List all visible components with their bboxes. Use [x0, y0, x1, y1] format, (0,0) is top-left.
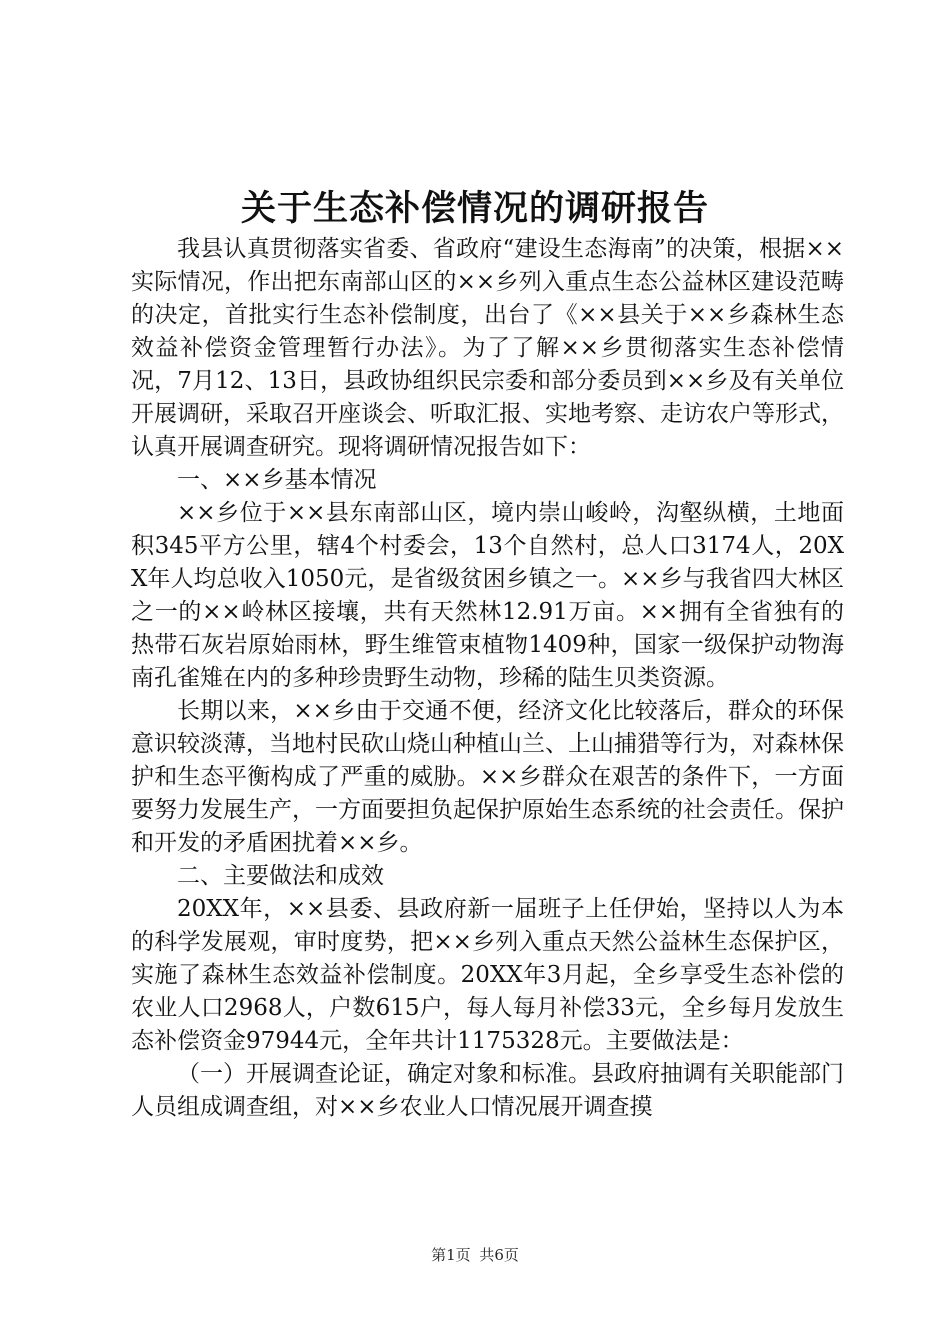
- paragraph-subsection-1: （一）开展调查论证，确定对象和标准。县政府抽调有关职能部门人员组成调查组，对××乡农业人口情况展开调查摸: [131, 1061, 844, 1120]
- paragraph-intro: 我县认真贯彻落实省委、省政府“建设生态海南”的决策，根据××实际情况，作出把东南部山区的××乡列入重点生态公益林区建设范畴的决定，首批实行生态补偿制度，出台了《××县关于××乡森林生态效益补偿资金管理暂行办法》。为了了解××乡贯彻落实生态补偿情况，7月12、13日，县政协组织民宗委和部分委员到××乡及有关单位开展调研，采取召开座谈会、听取汇报、实地考察、走访农户等形式，认真开展调查研究。现将调研情况报告如下：: [131, 236, 844, 460]
- section-heading-1: 一、××乡基本情况: [177, 467, 377, 493]
- document-title: 关于生态补偿情况的调研报告: [240, 189, 709, 229]
- section-heading-2: 二、主要做法和成效: [177, 863, 384, 889]
- page-footer: [0, 1245, 950, 1265]
- page-number: 第1页: [431, 1246, 471, 1264]
- paragraph-background: 长期以来，××乡由于交通不便，经济文化比较落后，群众的环保意识较淡薄，当地村民砍山烧山种植山兰、上山捕猎等行为，对森林保护和生态平衡构成了严重的威胁。××乡群众在艰苦的条件下，一方面要努力发展生产，一方面要担负起保护原始生态系统的社会责任。保护和开发的矛盾困扰着××乡。: [131, 698, 844, 856]
- page-total: 共6页: [479, 1246, 519, 1264]
- paragraph-measures: 20XX年，××县委、县政府新一届班子上任伊始，坚持以人为本的科学发展观，审时度势，把××乡列入重点天然公益林生态保护区，实施了森林生态效益补偿制度。20XX年3月起，全乡享受生态补偿的农业人口2968人，户数615户，每人每月补偿33元，全乡每月发放生态补偿资金97944元，全年共计1175328元。主要做法是：: [131, 896, 844, 1054]
- document-body: [131, 233, 844, 1124]
- paragraph-basic-info: ××乡位于××县东南部山区，境内崇山峻岭，沟壑纵横，土地面积345平方公里，辖4个村委会，13个自然村，总人口3174人，20XX年人均总收入1050元，是省级贫困乡镇之一。××乡与我省四大林区之一的××岭林区接壤，共有天然林12.91万亩。××拥有全省独有的热带石灰岩原始雨林，野生维管束植物1409种，国家一级保护动物海南孔雀雉在内的多种珍贵野生动物，珍稀的陆生贝类资源。: [131, 500, 844, 691]
